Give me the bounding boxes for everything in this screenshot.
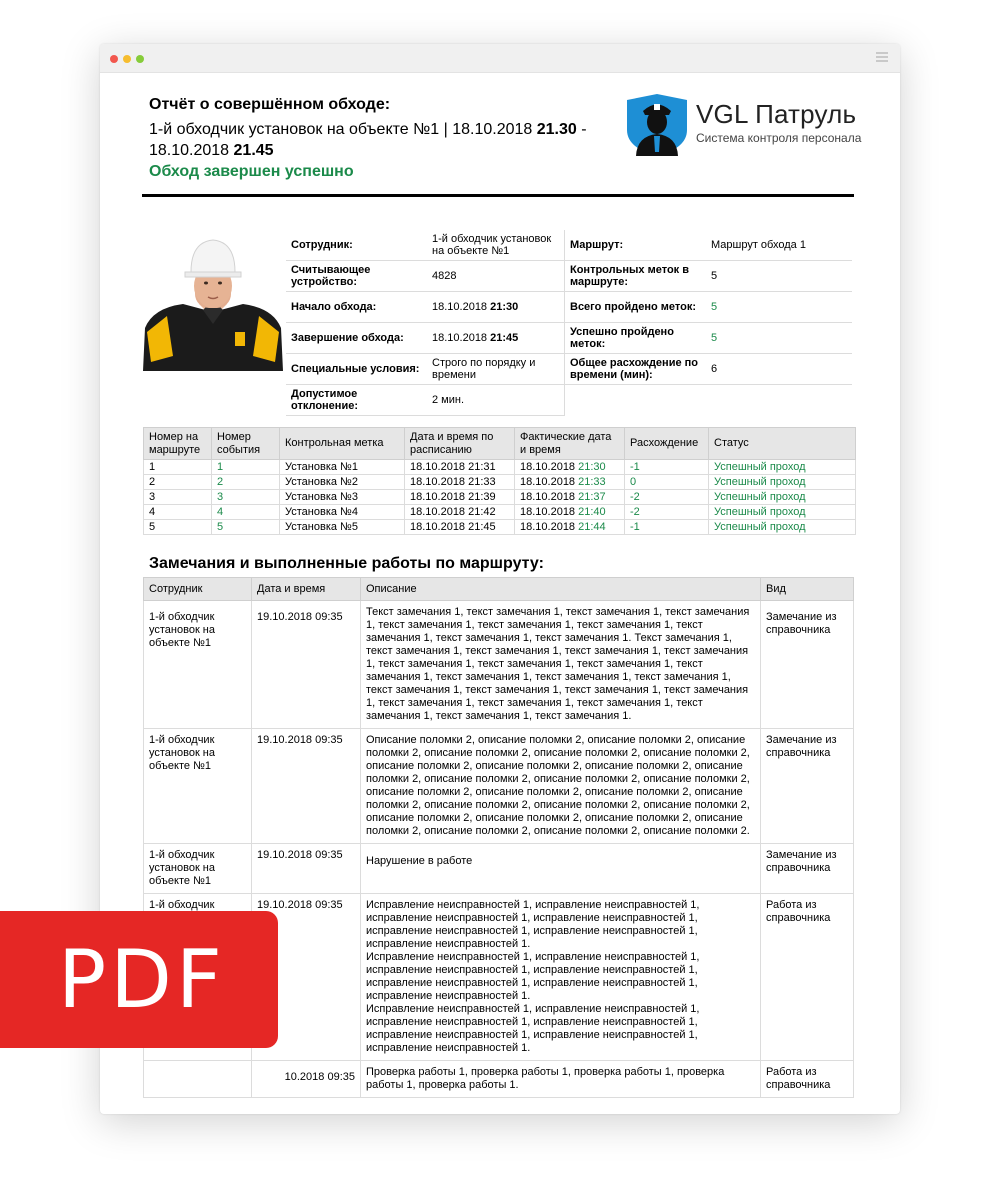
event-number: 4 <box>212 505 280 520</box>
event-planned: 18.10.2018 21:31 <box>405 460 515 475</box>
note-type: Замечание из справочника <box>761 729 854 844</box>
event-diff: 0 <box>625 475 709 490</box>
event-fact: 18.10.2018 21:40 <box>515 505 625 520</box>
event-route-num: 1 <box>144 460 212 475</box>
start-label: Начало обхода: <box>286 292 427 323</box>
table-row <box>144 505 856 520</box>
event-number: 3 <box>212 490 280 505</box>
event-fact: 18.10.2018 21:44 <box>515 520 625 535</box>
event-status: Успешный проход <box>709 505 856 520</box>
tolerance-label: Допустимое отклонение: <box>286 385 427 416</box>
events-col-diff: Расхождение <box>625 428 709 460</box>
special-label: Специальные условия: <box>286 354 427 385</box>
note-type: Работа из справочника <box>761 894 854 1061</box>
note-datetime: 19.10.2018 09:35 <box>252 894 361 1061</box>
success-label: Успешно пройдено меток: <box>565 323 707 354</box>
note-employee: 1-й обходчик <box>144 894 252 1061</box>
event-route-num: 3 <box>144 490 212 505</box>
event-diff: -1 <box>625 520 709 535</box>
table-row <box>144 490 856 505</box>
event-status: Успешный проход <box>709 520 856 535</box>
event-status: Успешный проход <box>709 475 856 490</box>
note-description: Нарушение в работе <box>361 844 761 894</box>
event-mark: Установка №4 <box>280 505 405 520</box>
event-planned: 18.10.2018 21:42 <box>405 505 515 520</box>
note-type: Замечание из справочника <box>761 844 854 894</box>
employee-photo <box>143 228 283 371</box>
event-status: Успешный проход <box>709 460 856 475</box>
window-close-dot[interactable] <box>110 55 118 63</box>
table-row <box>144 475 856 490</box>
table-row <box>144 520 856 535</box>
checkpoints-value: 5 <box>706 261 852 292</box>
logo-title: VGL Патруль <box>696 99 857 129</box>
event-diff: -1 <box>625 460 709 475</box>
events-col-num: Номер на маршруте <box>144 428 212 460</box>
window-titlebar <box>100 44 900 73</box>
note-datetime: 19.10.2018 09:35 <box>252 729 361 844</box>
passed-value: 5 <box>706 292 852 323</box>
event-mark: Установка №1 <box>280 460 405 475</box>
note-employee: 1-й обходчик установок на объекте №1 <box>144 601 252 729</box>
end-value: 18.10.2018 21:45 <box>427 323 565 354</box>
window-maximize-dot[interactable] <box>136 55 144 63</box>
table-row <box>144 1061 854 1098</box>
events-col-status: Статус <box>709 428 856 460</box>
success-value: 5 <box>706 323 852 354</box>
event-mark: Установка №5 <box>280 520 405 535</box>
notes-col-description: Описание <box>361 578 761 601</box>
pdf-badge <box>0 911 278 1048</box>
event-mark: Установка №3 <box>280 490 405 505</box>
event-number: 5 <box>212 520 280 535</box>
note-employee: 1-й обходчик установок на объекте №1 <box>144 729 252 844</box>
diff-value: 6 <box>706 354 852 385</box>
guard-shield-logo-icon <box>627 94 687 156</box>
device-value: 4828 <box>427 261 565 292</box>
header-divider <box>142 194 854 197</box>
walk-info-table <box>286 230 852 416</box>
note-datetime: 10.2018 09:35 <box>252 1061 361 1098</box>
event-fact: 18.10.2018 21:37 <box>515 490 625 505</box>
event-number: 2 <box>212 475 280 490</box>
note-description: Описание поломки 2, описание поломки 2, описание поломки 2, описание поломки 2, описание поломки 2, описание поломки 2, описание поломки 2, описание поломки 2, описание поломки 2, описание поломки 2, описание поломки 2, описание поломки 2, описание поломки 2, описание поломки 2, описание поломки 2, описание поломки 2, описание поломки 2, описание поломки 2, описание поломки 2, описание поломки 2, описание поломки 2, описание поломки 2, описание поломки 2, описание поломки 2, описание поломки 2, описание поломки 2, описание поломки 2, описание поломки 2. <box>361 729 761 844</box>
event-fact: 18.10.2018 21:30 <box>515 460 625 475</box>
logo-subtitle: Система контроля персонала <box>696 131 862 145</box>
start-value: 18.10.2018 21:30 <box>427 292 565 323</box>
event-planned: 18.10.2018 21:39 <box>405 490 515 505</box>
tolerance-value: 2 мин. <box>427 385 565 416</box>
report-subtitle: 1-й обходчик установок на объекте №1 | 18.10.2018 21.30 - 18.10.2018 21.45 <box>149 121 587 159</box>
event-mark: Установка №2 <box>280 475 405 490</box>
event-fact: 18.10.2018 21:33 <box>515 475 625 490</box>
event-route-num: 2 <box>144 475 212 490</box>
event-number: 1 <box>212 460 280 475</box>
pdf-badge-label: PDF <box>58 933 226 1026</box>
notes-title: Замечания и выполненные работы по маршруту: <box>149 555 544 572</box>
table-row <box>144 729 854 844</box>
event-route-num: 4 <box>144 505 212 520</box>
event-diff: -2 <box>625 490 709 505</box>
note-type: Замечание из справочника <box>761 601 854 729</box>
report-status: Обход завершен успешно <box>149 163 354 180</box>
event-status: Успешный проход <box>709 490 856 505</box>
events-col-planned: Дата и время по расписанию <box>405 428 515 460</box>
employee-value: 1-й обходчик установок на объекте №1 <box>427 230 565 261</box>
note-type: Работа из справочника <box>761 1061 854 1098</box>
report-title: Отчёт о совершённом обходе: <box>149 96 391 113</box>
events-col-mark: Контрольная метка <box>280 428 405 460</box>
window-minimize-dot[interactable] <box>123 55 131 63</box>
table-row <box>144 601 854 729</box>
event-planned: 18.10.2018 21:33 <box>405 475 515 490</box>
end-label: Завершение обхода: <box>286 323 427 354</box>
notes-col-employee: Сотрудник <box>144 578 252 601</box>
note-datetime: 19.10.2018 09:35 <box>252 844 361 894</box>
notes-col-type: Вид <box>761 578 854 601</box>
employee-label: Сотрудник: <box>286 230 427 261</box>
table-row <box>144 844 854 894</box>
diff-label: Общее расхождение по времени (мин): <box>565 354 707 385</box>
note-description: Текст замечания 1, текст замечания 1, текст замечания 1, текст замечания 1, текст замечания 1, текст замечания 1, текст замечания 1, текст замечания 1, текст замечания 1, текст замечания 1. Текст замечания 1, текст замечания 1, текст замечания 1, текст замечания 1, текст замечания 1, текст замечания 1, текст замечания 1, текст замечания 1, текст замечания 1, текст замечания 1, текст замечания 1, текст замечания 1, текст замечания 1, текст замечания 1, текст замечания 1, текст замечания 1, текст замечания 1, текст замечания 1, текст замечания 1, текст замечания 1, текст замечания 1, текст замечания 1. <box>361 601 761 729</box>
events-col-event: Номер события <box>212 428 280 460</box>
route-value: Маршрут обхода 1 <box>706 230 852 261</box>
notes-col-datetime: Дата и время <box>252 578 361 601</box>
event-diff: -2 <box>625 505 709 520</box>
route-label: Маршрут: <box>565 230 707 261</box>
event-planned: 18.10.2018 21:45 <box>405 520 515 535</box>
special-value: Строго по порядку и времени <box>427 354 565 385</box>
checkpoints-label: Контрольных меток в маршруте: <box>565 261 707 292</box>
hamburger-menu-icon[interactable] <box>876 52 888 62</box>
note-datetime: 19.10.2018 09:35 <box>252 601 361 729</box>
event-route-num: 5 <box>144 520 212 535</box>
device-label: Считывающее устройство: <box>286 261 427 292</box>
table-row <box>144 460 856 475</box>
events-table <box>143 427 856 535</box>
note-employee: 1-й обходчик установок на объекте №1 <box>144 844 252 894</box>
passed-label: Всего пройдено меток: <box>565 292 707 323</box>
note-employee <box>144 1061 252 1098</box>
note-description: Исправление неисправностей 1, исправление неисправностей 1, исправление неисправностей 1, исправление неисправностей 1, исправление неисправностей 1, исправление неисправностей 1, исправление неисправностей 1. Исправление неисправностей 1, исправление неисправностей 1, исправление неисправностей 1, исправление неисправностей 1, исправление неисправностей 1, исправление неисправностей 1, исправление неисправностей 1. Исправление неисправностей 1, исправление неисправностей 1, исправление неисправностей 1, исправление неисправностей 1, исправление неисправностей 1, исправление неисправностей 1, исправление неисправностей 1. <box>361 894 761 1061</box>
note-description: Проверка работы 1, проверка работы 1, проверка работы 1, проверка работы 1, проверка работы 1. <box>361 1061 761 1098</box>
events-col-fact: Фактические дата и время <box>515 428 625 460</box>
